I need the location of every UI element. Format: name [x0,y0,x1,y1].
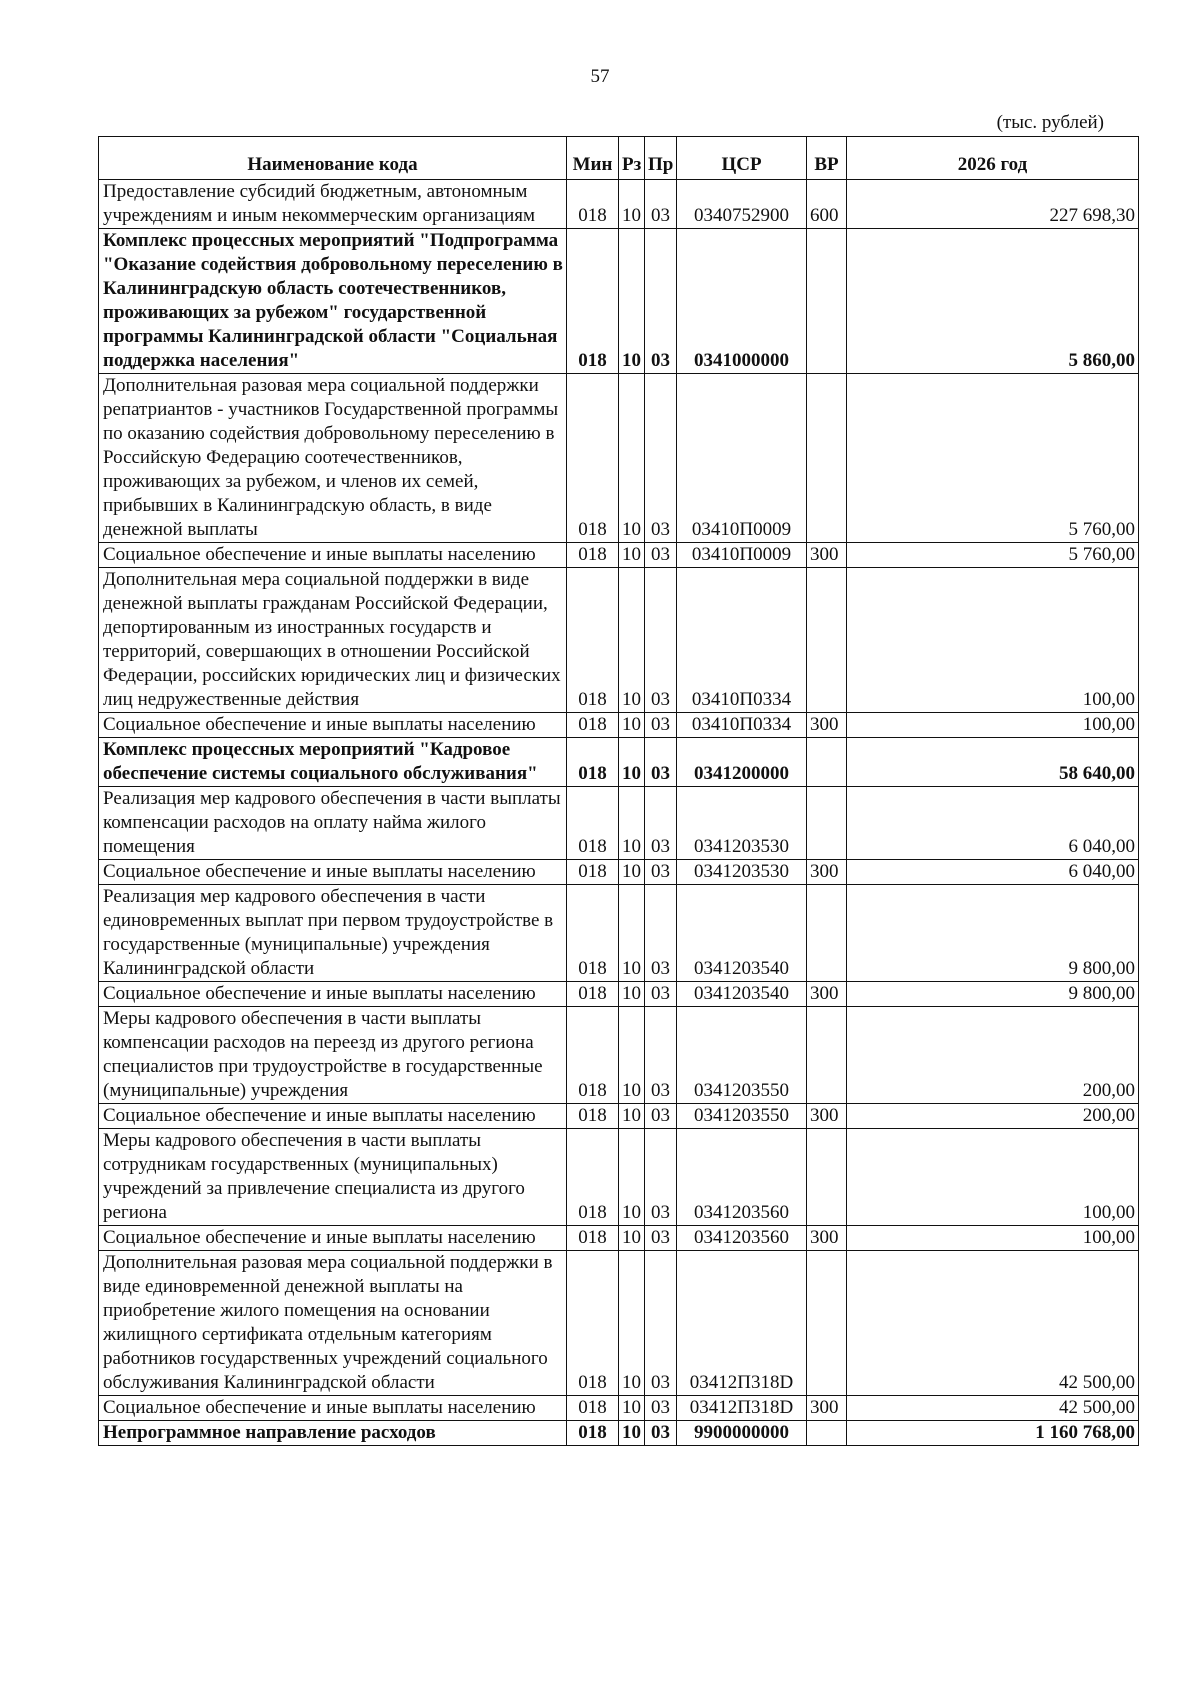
table-row [99,1226,1139,1251]
cell-amount: 5 760,00 [847,374,1139,543]
cell-rz: 10 [619,713,645,738]
cell-vr [807,1129,847,1226]
cell-name: Меры кадрового обеспечения в части выплаты компенсации расходов на переезд из другого региона специалистов при трудоустройстве в государственные (муниципальные) учреждения [99,1007,567,1104]
table-row [99,180,1139,229]
cell-csr: 9900000000 [677,1421,807,1446]
cell-csr: 0341000000 [677,229,807,374]
cell-rz: 10 [619,1396,645,1421]
header-pr: Пр [645,137,677,180]
cell-min: 018 [567,229,619,374]
cell-vr [807,1007,847,1104]
cell-amount: 100,00 [847,713,1139,738]
cell-vr: 300 [807,713,847,738]
cell-name: Социальное обеспечение и иные выплаты населению [99,543,567,568]
cell-vr: 300 [807,982,847,1007]
cell-min: 018 [567,1251,619,1396]
cell-amount: 6 040,00 [847,860,1139,885]
cell-vr: 300 [807,1396,847,1421]
table-row [99,229,1139,374]
cell-name: Непрограммное направление расходов [99,1421,567,1446]
cell-vr [807,1251,847,1396]
cell-rz: 10 [619,543,645,568]
header-vr: ВР [807,137,847,180]
table-row [99,1421,1139,1446]
cell-csr: 03412П318D [677,1251,807,1396]
cell-min: 018 [567,982,619,1007]
cell-amount: 100,00 [847,1226,1139,1251]
cell-pr: 03 [645,1007,677,1104]
cell-amount: 200,00 [847,1007,1139,1104]
cell-min: 018 [567,738,619,787]
cell-csr: 0341203550 [677,1007,807,1104]
table-row [99,738,1139,787]
cell-name: Меры кадрового обеспечения в части выплаты сотрудникам государственных (муниципальных) учреждений за привлечение специалиста из другого региона [99,1129,567,1226]
cell-amount: 9 800,00 [847,982,1139,1007]
table-row [99,885,1139,982]
cell-csr: 0341200000 [677,738,807,787]
cell-pr: 03 [645,713,677,738]
header-rz: Рз [619,137,645,180]
cell-min: 018 [567,1104,619,1129]
cell-pr: 03 [645,229,677,374]
units-label: (тыс. рублей) [996,112,1104,133]
cell-vr [807,374,847,543]
cell-vr [807,1421,847,1446]
cell-amount: 100,00 [847,568,1139,713]
cell-csr: 0341203530 [677,787,807,860]
cell-csr: 03412П318D [677,1396,807,1421]
cell-rz: 10 [619,982,645,1007]
cell-rz: 10 [619,1129,645,1226]
cell-pr: 03 [645,885,677,982]
cell-rz: 10 [619,738,645,787]
cell-name: Социальное обеспечение и иные выплаты населению [99,1104,567,1129]
cell-vr: 300 [807,543,847,568]
table-row [99,787,1139,860]
cell-rz: 10 [619,1007,645,1104]
cell-csr: 0341203560 [677,1129,807,1226]
cell-min: 018 [567,543,619,568]
cell-rz: 10 [619,229,645,374]
cell-min: 018 [567,1421,619,1446]
table-row [99,543,1139,568]
cell-rz: 10 [619,1226,645,1251]
cell-amount: 1 160 768,00 [847,1421,1139,1446]
cell-name: Реализация мер кадрового обеспечения в части выплаты компенсации расходов на оплату найма жилого помещения [99,787,567,860]
table-row [99,713,1139,738]
cell-amount: 9 800,00 [847,885,1139,982]
cell-min: 018 [567,1396,619,1421]
cell-csr: 0341203540 [677,982,807,1007]
cell-min: 018 [567,860,619,885]
cell-min: 018 [567,713,619,738]
cell-name: Дополнительная разовая мера социальной поддержки в виде единовременной денежной выплаты на приобретение жилого помещения на основании жилищного сертификата отдельным категориям работников государственных учреждений социального обслуживания Калининградской области [99,1251,567,1396]
table-row [99,568,1139,713]
cell-min: 018 [567,568,619,713]
header-year: 2026 год [847,137,1139,180]
cell-name: Комплекс процессных мероприятий "Кадровое обеспечение системы социального обслуживания" [99,738,567,787]
header-csr: ЦСР [677,137,807,180]
cell-rz: 10 [619,1421,645,1446]
cell-amount: 227 698,30 [847,180,1139,229]
page-number: 57 [590,66,610,87]
cell-name: Комплекс процессных мероприятий "Подпрограмма "Оказание содействия добровольному переселению в Калининградскую область соотечественников, проживающих за рубежом" государственной программы Калининградской области "Социальная поддержка населения" [99,229,567,374]
cell-rz: 10 [619,860,645,885]
cell-vr: 300 [807,860,847,885]
cell-rz: 10 [619,180,645,229]
table-row [99,374,1139,543]
cell-pr: 03 [645,1104,677,1129]
cell-vr [807,738,847,787]
table-row [99,982,1139,1007]
cell-amount: 42 500,00 [847,1396,1139,1421]
cell-min: 018 [567,1129,619,1226]
cell-min: 018 [567,885,619,982]
cell-amount: 5 860,00 [847,229,1139,374]
table-row [99,1396,1139,1421]
cell-amount: 200,00 [847,1104,1139,1129]
cell-vr [807,885,847,982]
cell-rz: 10 [619,374,645,543]
cell-name: Дополнительная разовая мера социальной поддержки репатриантов - участников Государственной программы по оказанию содействия добровольному переселению в Российскую Федерацию соотечественников, проживающих за рубежом, и членов их семей, прибывших в Калининградскую область, в виде денежной выплаты [99,374,567,543]
table-row [99,1129,1139,1226]
cell-pr: 03 [645,982,677,1007]
cell-vr: 300 [807,1226,847,1251]
cell-pr: 03 [645,1421,677,1446]
cell-rz: 10 [619,1104,645,1129]
cell-name: Социальное обеспечение и иные выплаты населению [99,713,567,738]
cell-vr [807,229,847,374]
cell-min: 018 [567,180,619,229]
table-body [99,180,1139,1446]
cell-rz: 10 [619,568,645,713]
cell-name: Социальное обеспечение и иные выплаты населению [99,1226,567,1251]
cell-name: Дополнительная мера социальной поддержки в виде денежной выплаты гражданам Российской Федерации, депортированным из иностранных государств и территорий, совершающих в отношении Российской Федерации, российских юридических лиц и физических лиц недружественные действия [99,568,567,713]
cell-rz: 10 [619,1251,645,1396]
cell-min: 018 [567,374,619,543]
cell-vr: 300 [807,1104,847,1129]
cell-pr: 03 [645,374,677,543]
cell-csr: 03410П0334 [677,568,807,713]
header-name: Наименование кода [99,137,567,180]
cell-csr: 03410П0009 [677,543,807,568]
cell-name: Социальное обеспечение и иные выплаты населению [99,1396,567,1421]
cell-csr: 0340752900 [677,180,807,229]
cell-pr: 03 [645,738,677,787]
cell-csr: 0341203540 [677,885,807,982]
cell-csr: 0341203550 [677,1104,807,1129]
table-row [99,1007,1139,1104]
cell-csr: 0341203560 [677,1226,807,1251]
cell-min: 018 [567,787,619,860]
cell-pr: 03 [645,568,677,713]
header-min: Мин [567,137,619,180]
cell-amount: 6 040,00 [847,787,1139,860]
cell-pr: 03 [645,180,677,229]
cell-name: Реализация мер кадрового обеспечения в части единовременных выплат при первом трудоустройстве в государственные (муниципальные) учреждения Калининградской области [99,885,567,982]
cell-pr: 03 [645,1396,677,1421]
cell-amount: 5 760,00 [847,543,1139,568]
cell-amount: 42 500,00 [847,1251,1139,1396]
cell-pr: 03 [645,1226,677,1251]
cell-min: 018 [567,1226,619,1251]
cell-min: 018 [567,1007,619,1104]
cell-pr: 03 [645,543,677,568]
cell-csr: 0341203530 [677,860,807,885]
cell-amount: 58 640,00 [847,738,1139,787]
cell-rz: 10 [619,787,645,860]
cell-pr: 03 [645,860,677,885]
cell-pr: 03 [645,1251,677,1396]
cell-pr: 03 [645,787,677,860]
cell-rz: 10 [619,885,645,982]
cell-name: Предоставление субсидий бюджетным, автономным учреждениям и иным некоммерческим организациям [99,180,567,229]
cell-amount: 100,00 [847,1129,1139,1226]
table-row [99,1251,1139,1396]
cell-name: Социальное обеспечение и иные выплаты населению [99,982,567,1007]
cell-vr [807,787,847,860]
table-row [99,860,1139,885]
header-row [99,137,1139,180]
cell-csr: 03410П0009 [677,374,807,543]
budget-table [98,136,1139,1446]
cell-csr: 03410П0334 [677,713,807,738]
table-row [99,1104,1139,1129]
cell-pr: 03 [645,1129,677,1226]
cell-name: Социальное обеспечение и иные выплаты населению [99,860,567,885]
cell-vr: 600 [807,180,847,229]
cell-vr [807,568,847,713]
